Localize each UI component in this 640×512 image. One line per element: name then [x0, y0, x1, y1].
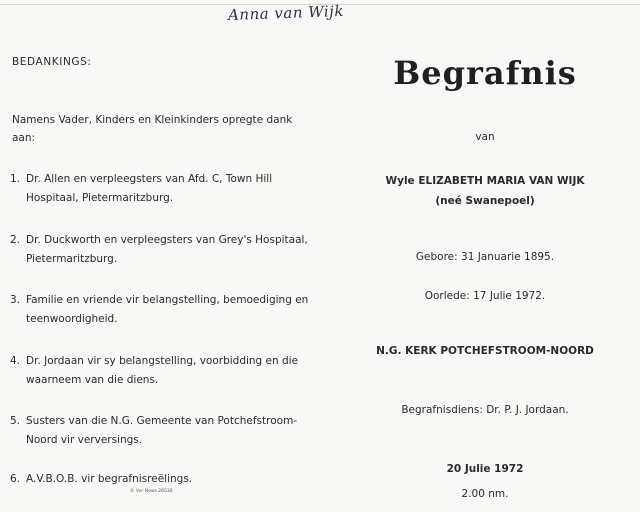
- birth-date: Gebore: 31 Januarie 1895.: [415, 251, 555, 263]
- item-text: Dr. Jordaan vir sy belangstelling, voorbidding en die waarneem van die diens.: [26, 355, 299, 386]
- item-text: Familie en vriende vir belangstelling, bemoediging en teenwoordigheid.: [26, 294, 309, 325]
- item-text: A.V.B.O.B. vir begrafnisreëlings.: [26, 473, 193, 485]
- maiden-name: (neé Swanepoel): [435, 195, 535, 207]
- funeral-date: 20 Julie 1972: [446, 463, 524, 475]
- van-line: van: [475, 131, 495, 143]
- item-number: 3.: [10, 294, 21, 306]
- death-date: Oorlede: 17 Julie 1972.: [424, 290, 546, 302]
- item-number: 6.: [10, 473, 21, 485]
- item-text: Dr. Duckworth en verpleegsters van Grey's Hospitaal, Pietermaritzburg.: [26, 234, 308, 265]
- acknowledgements-heading: BEDANKINGS:: [12, 56, 92, 68]
- acknowledgements-intro: Namens Vader, Kinders en Kleinkinders opregte dank aan:: [12, 114, 293, 144]
- printer-mark: © Ver News 26530: [130, 489, 173, 494]
- item-text: Susters van die N.G. Gemeente van Potchefstroom-Noord vir verversings.: [26, 415, 298, 446]
- handwritten-note: Anna van Wijk: [227, 1, 345, 25]
- item-number: 4.: [10, 355, 21, 367]
- item-number: 2.: [10, 234, 21, 246]
- item-number: 5.: [10, 415, 21, 427]
- deceased-name: ELIZABETH MARIA VAN WIJK: [418, 175, 585, 187]
- item-number: 1.: [10, 173, 21, 185]
- funeral-details-panel: [330, 0, 640, 512]
- funeral-time: 2.00 nm.: [461, 488, 509, 500]
- card-title: Begrafnis: [393, 54, 577, 92]
- officiant-line: Begrafnisdiens: Dr. P. J. Jordaan.: [401, 404, 569, 416]
- item-text: Dr. Allen en verpleegsters van Afd. C, Town Hill Hospitaal, Pietermaritzburg.: [26, 173, 273, 204]
- deceased-name-line: [330, 175, 640, 187]
- name-prefix: Wyle: [385, 175, 415, 187]
- church-name: N.G. KERK POTCHEFSTROOM-NOORD: [376, 345, 594, 357]
